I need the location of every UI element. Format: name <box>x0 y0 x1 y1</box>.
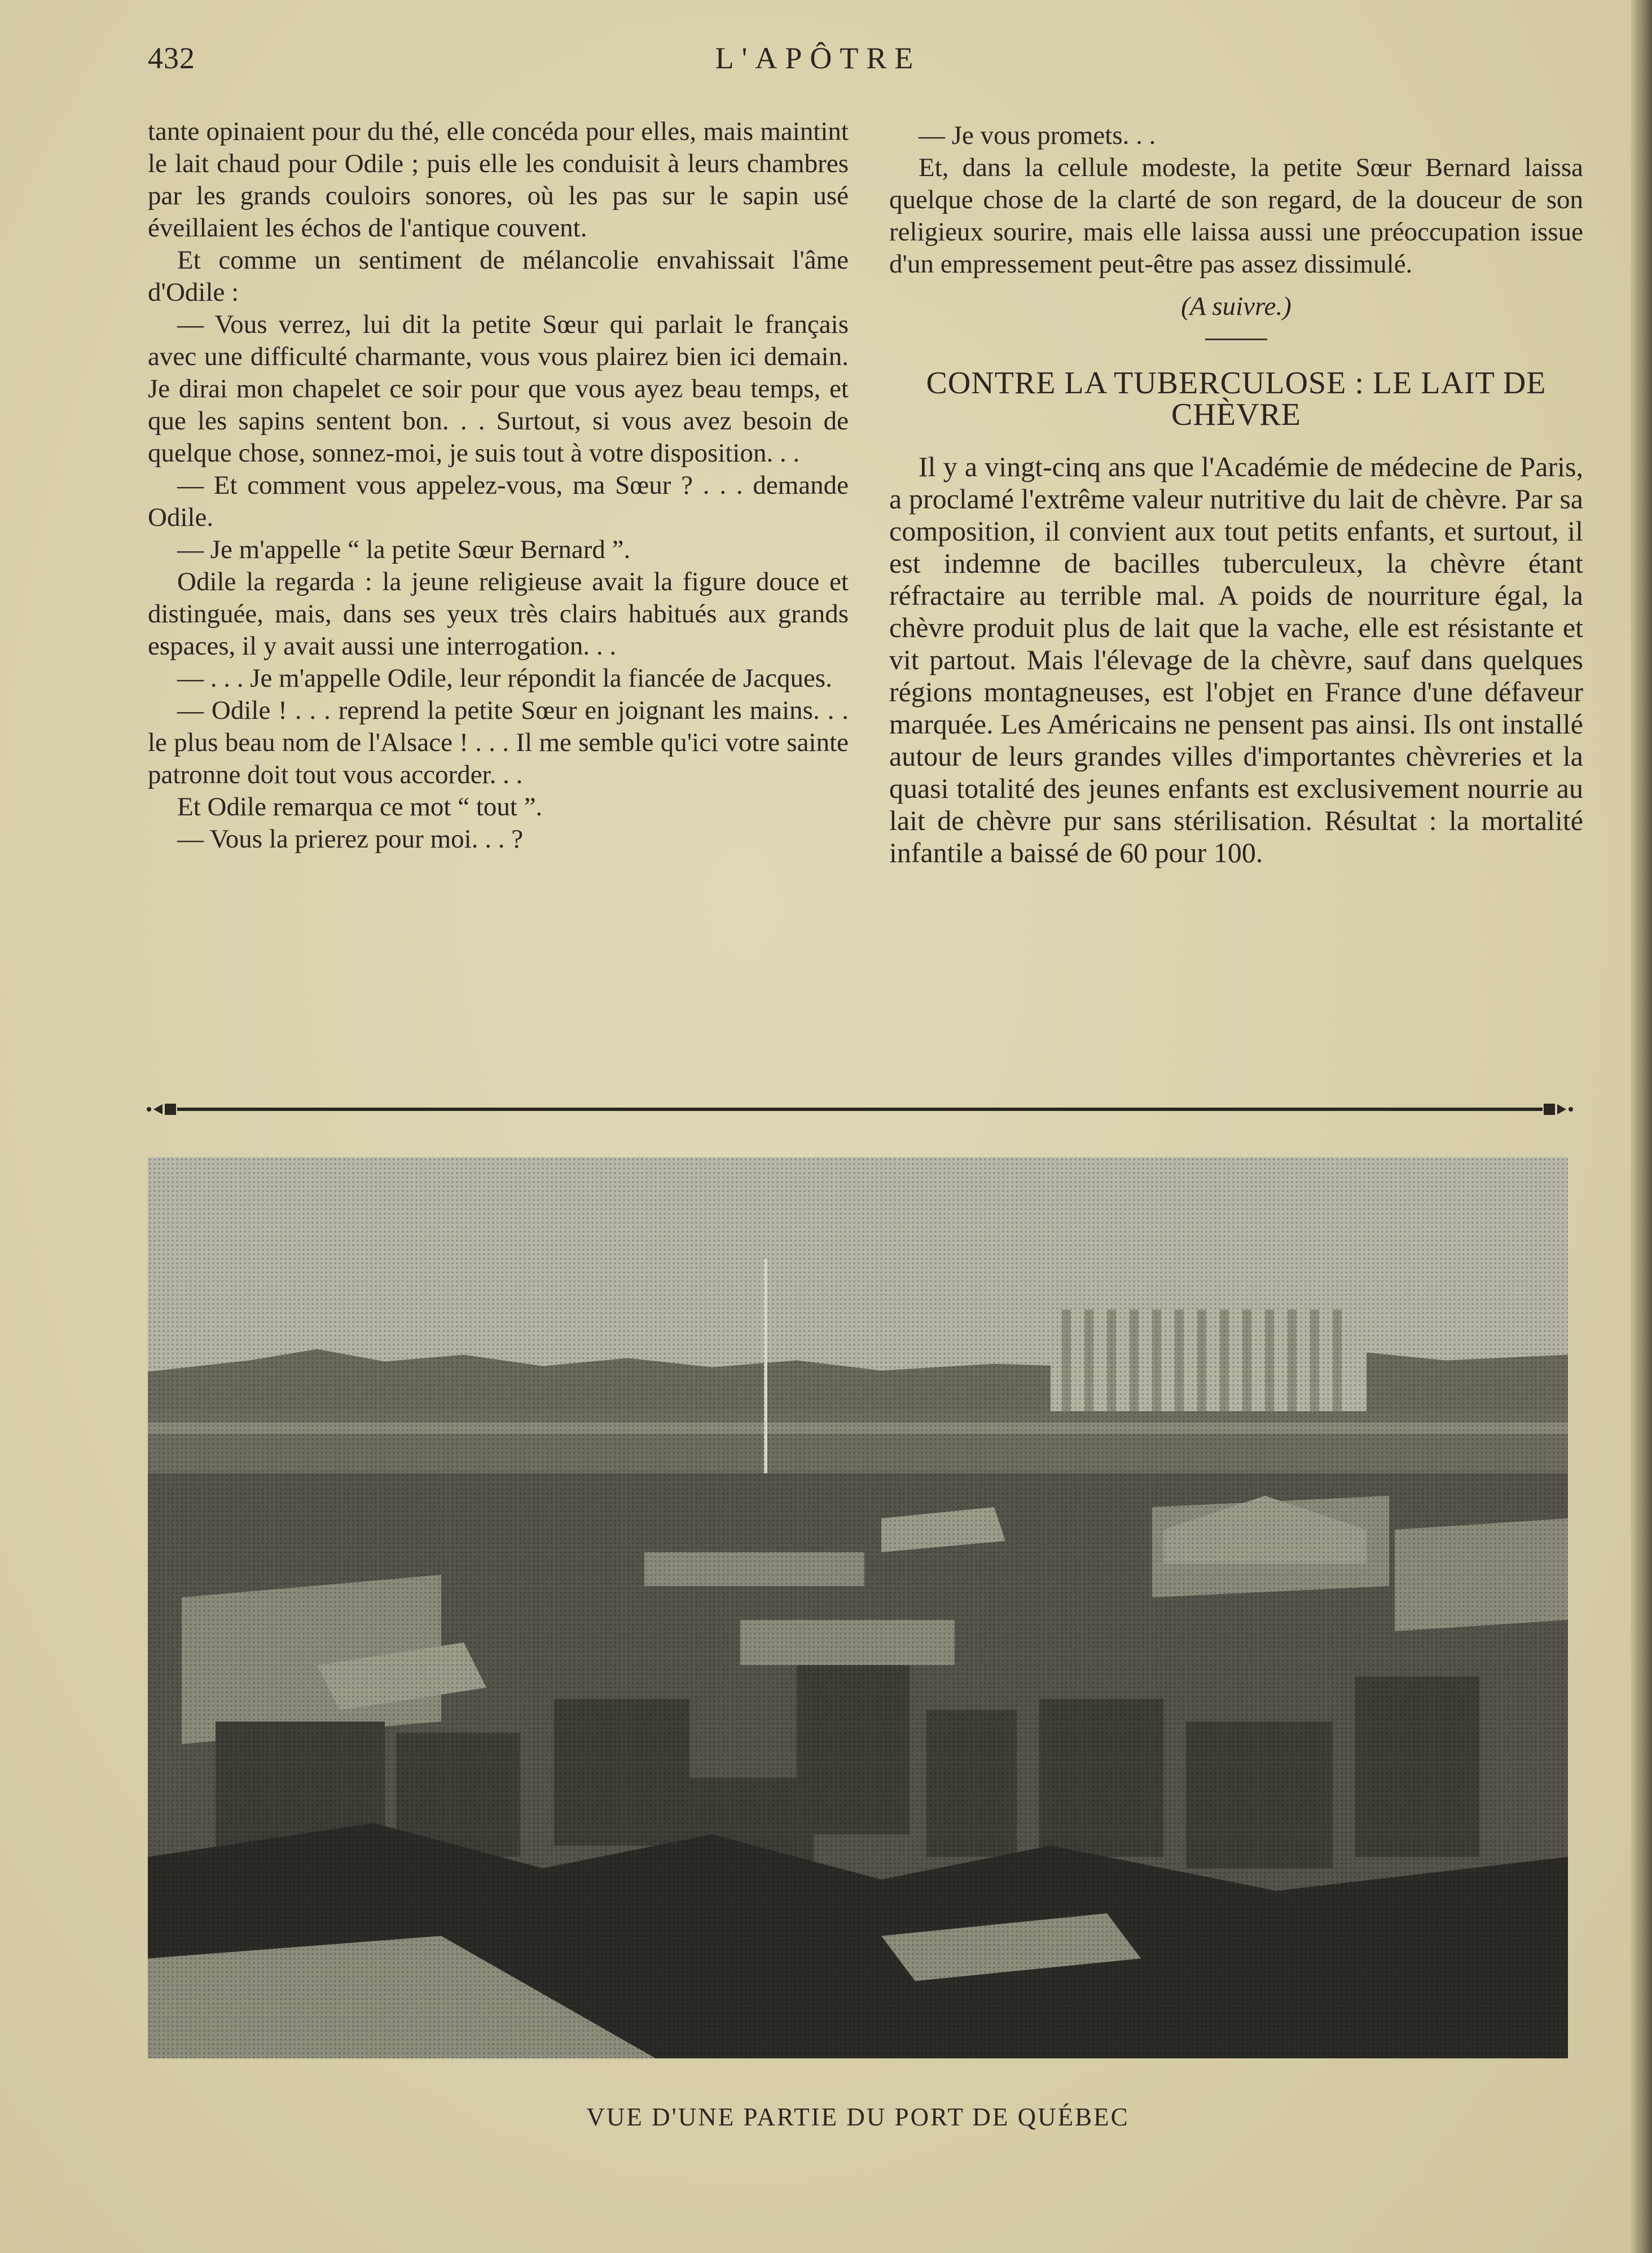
paragraph: — Je m'appelle “ la petite Sœur Bernard ”. <box>177 535 631 564</box>
paragraph: Odile la regarda : la jeune religieuse avait la figure douce et distinguée, mais, dans ses yeux très clairs habitués aux grands espaces, il y avait aussi une interrogation. . . <box>148 567 849 661</box>
page-edge-shadow <box>1631 0 1652 2253</box>
section-divider <box>1205 339 1267 340</box>
left-column <box>148 116 849 855</box>
right-column <box>889 120 1583 869</box>
article-body: Il y a vingt-cinq ans que l'Académie de médecine de Paris, a proclamé l'extrême valeur nutritive du lait de chèvre. Par sa composition, il convient aux tout petits enfants, et surtout, il est indemne de bacilles tuberculeux, la chèvre étant réfractaire au terrible mal. A poids de nourriture égal, la chèvre produit plus de lait que la vache, elle est résistante et vit partout. Mais l'élevage de la chèvre, sauf dans quelques régions montagneuses, est l'objet en France d'une défaveur marquée. Les Américains ne pensent pas ainsi. Ils ont installé autour de leurs grandes villes d'importantes chèvreries et la quasi totalité des jeunes enfants est exclusivement nourrie au lait de chèvre pur sans stérilisation. Résultat : la mortalité infantile a baissé de 60 pour 100. <box>889 451 1583 868</box>
a-suivre-note: (A suivre.) <box>1181 292 1291 321</box>
paragraph: Et comme un sentiment de mélancolie envahissait l'âme d'Odile : <box>148 245 849 307</box>
article-title: CONTRE LA TUBERCULOSE : LE LAIT DE CHÈVRE <box>926 366 1546 432</box>
paragraph: — Et comment vous appelez-vous, ma Sœur ? . . . demande Odile. <box>148 471 849 532</box>
ornamental-rule <box>143 1102 1576 1117</box>
paragraph: Et, dans la cellule modeste, la petite Sœur Bernard laissa quelque chose de la clarté de son regard, de la douceur de son religieux sourire, mais elle laissa aussi une préoccupation issue d'un empressement peut-être pas assez dissimulé. <box>889 153 1583 279</box>
paragraph: tante opinaient pour du thé, elle concéda pour elles, mais maintint le lait chaud pour Odile ; puis elle les conduisit à leurs chambres par les grands couloirs sonores, où les pas sur le sapin usé éveillaient les échos de l'antique couvent. <box>148 117 849 243</box>
paragraph: — . . . Je m'appelle Odile, leur répondit la fiancée de Jacques. <box>177 664 832 693</box>
page-number: 432 <box>148 41 195 75</box>
paragraph: — Vous verrez, lui dit la petite Sœur qui parlait le français avec une difficulté charmante, vous vous plairez bien ici demain. Je dirai mon chapelet ce soir pour que vous ayez beau temps, et que les sapins sentent bon. . . Surtout, si vous avez besoin de quelque chose, sonnez-moi, je suis tout à votre disposition. . . <box>148 310 849 468</box>
ornament-right-icon <box>1544 1104 1573 1115</box>
paragraph: — Odile ! . . . reprend la petite Sœur en joignant les mains. . . le plus beau nom de l'Alsace ! . . . Il me semble qu'ici votre sainte patronne doit tout vous accorder. . . <box>148 696 849 789</box>
harbour-photograph <box>148 1157 1568 2058</box>
paragraph: — Vous la prierez pour moi. . . ? <box>177 824 524 854</box>
running-title: L'APÔTRE <box>715 41 921 75</box>
paragraph: — Je vous promets. . . <box>919 121 1156 150</box>
ornament-left-icon <box>147 1104 176 1115</box>
paragraph: Et Odile remarqua ce mot “ tout ”. <box>177 792 543 822</box>
photo-caption: VUE D'UNE PARTIE DU PORT DE QUÉBEC <box>586 2103 1130 2131</box>
article <box>889 367 1583 869</box>
